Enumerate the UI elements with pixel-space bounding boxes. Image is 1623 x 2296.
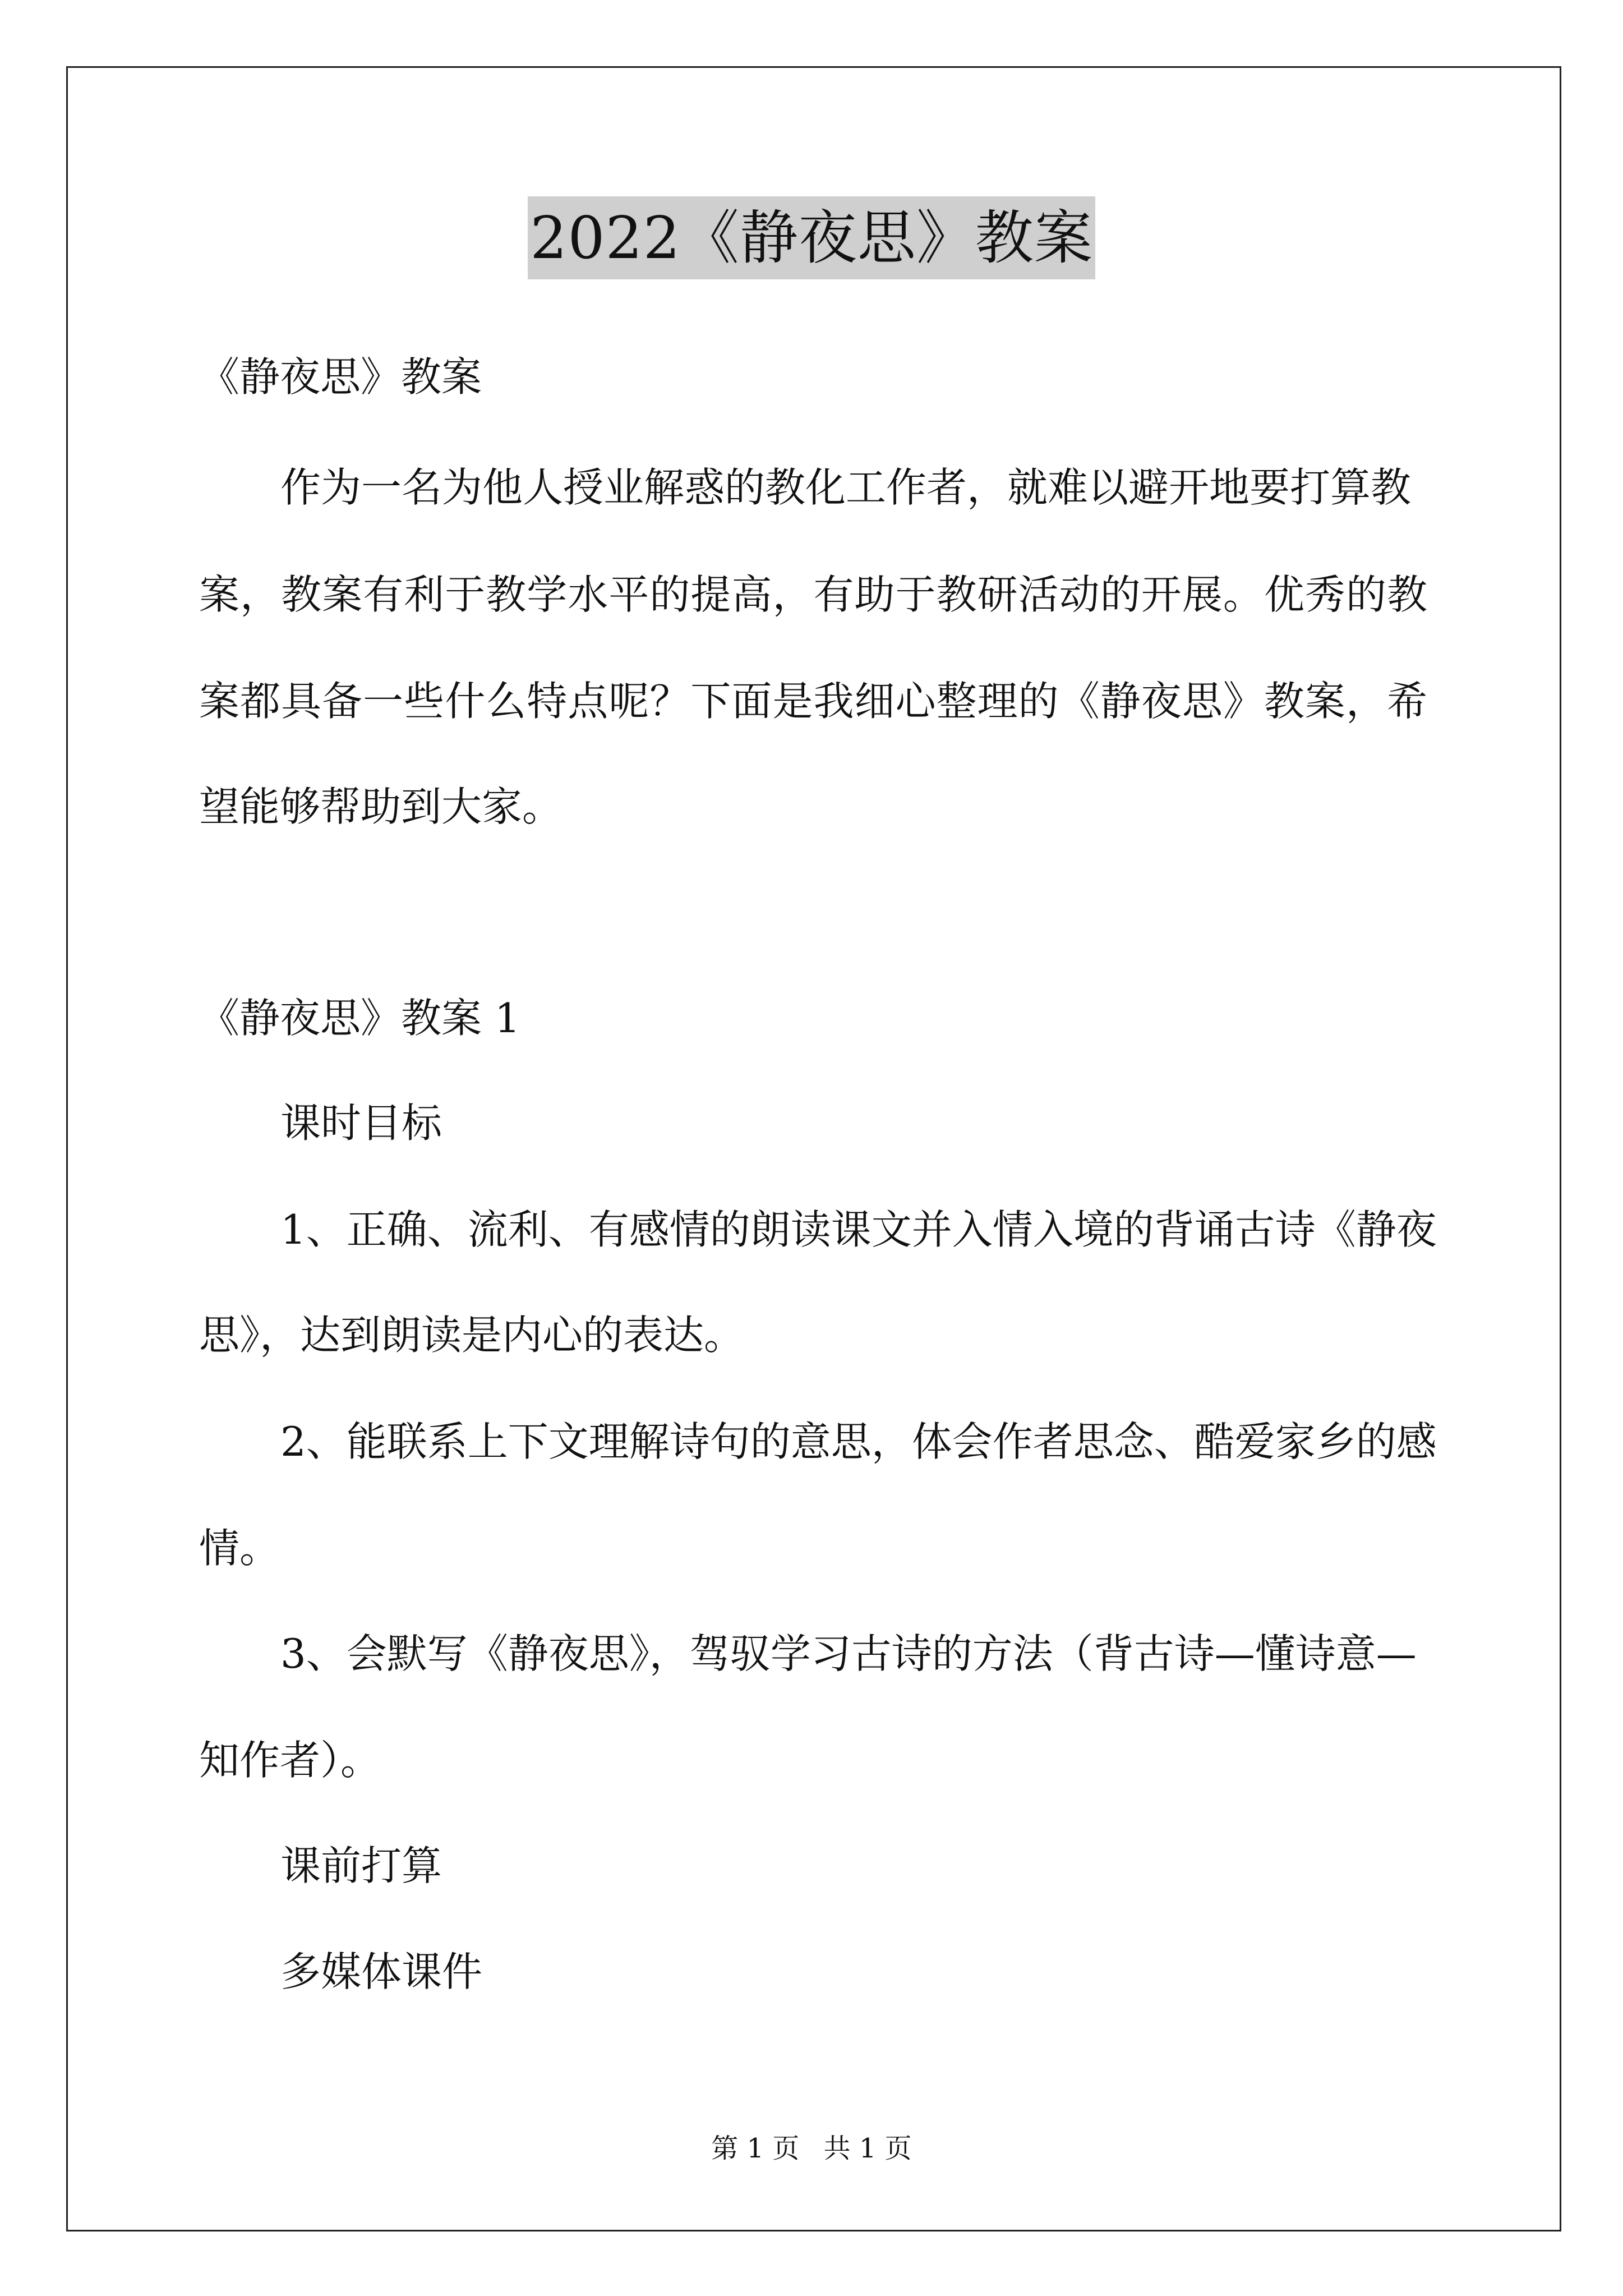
page-footer — [0, 2129, 1623, 2168]
goal-1-line: 1、正确、流利、有感情的朗读课文并入情入境的背诵古诗《静夜 — [280, 1206, 1437, 1253]
title-container — [0, 196, 1623, 279]
goal-3-line: 3、会默写《静夜思》，驾驭学习古诗的方法（背古诗—懂诗意— — [280, 1630, 1417, 1677]
goals-heading: 课时目标 — [280, 1099, 442, 1147]
intro-line: 案，教案有利于教学水平的提高，有助于教研活动的开展。优秀的教 — [199, 571, 1427, 618]
intro-line: 案都具备一些什么特点呢？下面是我细心整理的《静夜思》教案，希 — [199, 678, 1427, 725]
goal-1-line: 思》，达到朗读是内心的表达。 — [199, 1312, 745, 1359]
goal-2-line: 2、能联系上下文理解诗句的意思，体会作者思念、酷爱家乡的感 — [280, 1418, 1437, 1465]
prep-item: 多媒体课件 — [280, 1948, 483, 1995]
intro-line: 望能够帮助到大家。 — [199, 783, 563, 830]
document-title: 2022《静夜思》教案 — [528, 196, 1095, 279]
page-number-total: 共 1 页 — [823, 2133, 912, 2164]
intro-line: 作为一名为他人授业解惑的教化工作者，就难以避开地要打算教 — [280, 464, 1412, 511]
goal-3-line: 知作者）。 — [199, 1737, 381, 1784]
section-heading: 《静夜思》教案 1 — [199, 995, 520, 1042]
page-number-current: 第 1 页 — [711, 2133, 800, 2164]
prep-heading: 课前打算 — [280, 1842, 442, 1889]
goal-2-line: 情。 — [199, 1525, 280, 1572]
document-subtitle: 《静夜思》教案 — [199, 353, 482, 401]
